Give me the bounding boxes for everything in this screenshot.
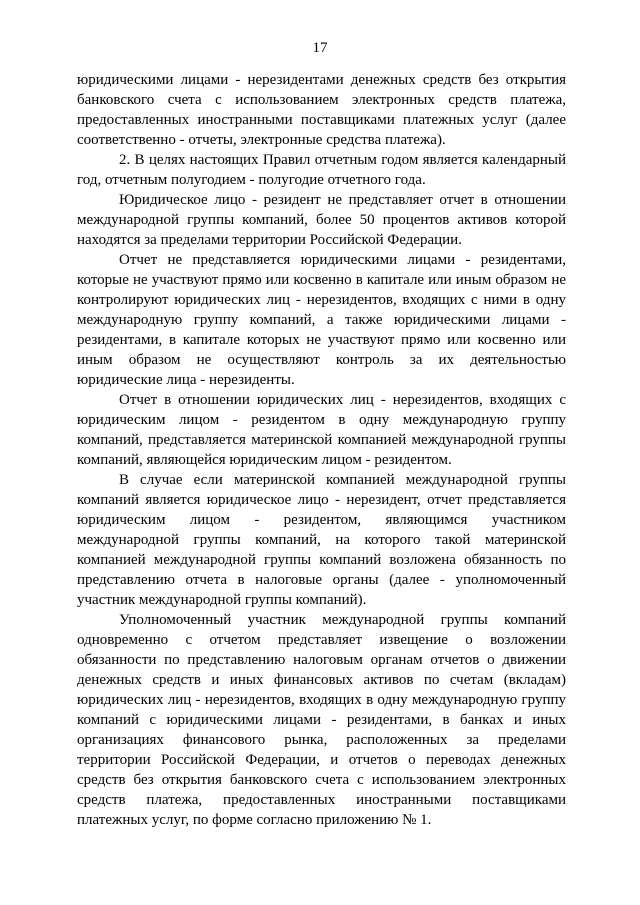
- paragraph-parent-company: Отчет в отношении юридических лиц - нерезидентов, входящих с юридическим лицом - резидентом в одну международную группу компаний, представляется материнской компанией международной группы компаний, являющейся юридическим лицом - резидентом.: [77, 392, 566, 468]
- paragraph-non-participation: Отчет не представляется юридическими лицами - резидентами, которые не участвуют прямо или косвенно в капитале или иным образом не контролируют юридических лиц - нерезидентов, входящих с ними в одну международную группу компаний, а также юридическими лицами - резидентами, в капитале которых не участвуют прямо или косвенно или иным образом не осуществляют контроль за их деятельностью юридические лица - нерезиденты.: [77, 252, 566, 388]
- page-number: 17: [312, 40, 328, 56]
- paragraph-authorized-participant: Уполномоченный участник международной группы компаний одновременно с отчетом представляет извещение о возложении обязанности по представлению налоговым органам отчетов о движении денежных средств и иных финансовых активов по счетам (вкладам) юридических лиц - нерезидентов, входящих в одну международную группу компаний с юридическими лицами - резидентами, в банках и иных организациях финансового рынка, расположенных за пределами территории Российской Федерации, и отчетов о переводах денежных средств без открытия банковского счета с использованием электронных средств платежа, предоставленных иностранными поставщиками платежных услуг, по форме согласно приложению № 1.: [77, 612, 566, 828]
- paragraph-reporting-period: 2. В целях настоящих Правил отчетным годом является календарный год, отчетным полугодием - полугодие отчетного года.: [77, 152, 566, 188]
- paragraph-foreign-parent: В случае если материнской компанией международной группы компаний является юридическое лицо - нерезидент, отчет представляется юридическим лицом - резидентом, являющимся участником международной группы компаний, на которого такой материнской компанией международной группы компаний возложена обязанность по представлению отчета в налоговые органы (далее - уполномоченный участник международной группы компаний).: [77, 472, 566, 608]
- paragraph-continuation: юридическими лицами - нерезидентами денежных средств без открытия банковского счета с использованием электронных средств платежа, предоставленных иностранными поставщиками платежных услуг (далее соответственно - отчеты, электронные средства платежа).: [77, 72, 566, 148]
- document-body: [77, 70, 566, 830]
- paragraph-asset-exclusion: Юридическое лицо - резидент не представляет отчет в отношении международной группы компаний, более 50 процентов активов которой находятся за пределами территории Российской Федерации.: [77, 192, 566, 248]
